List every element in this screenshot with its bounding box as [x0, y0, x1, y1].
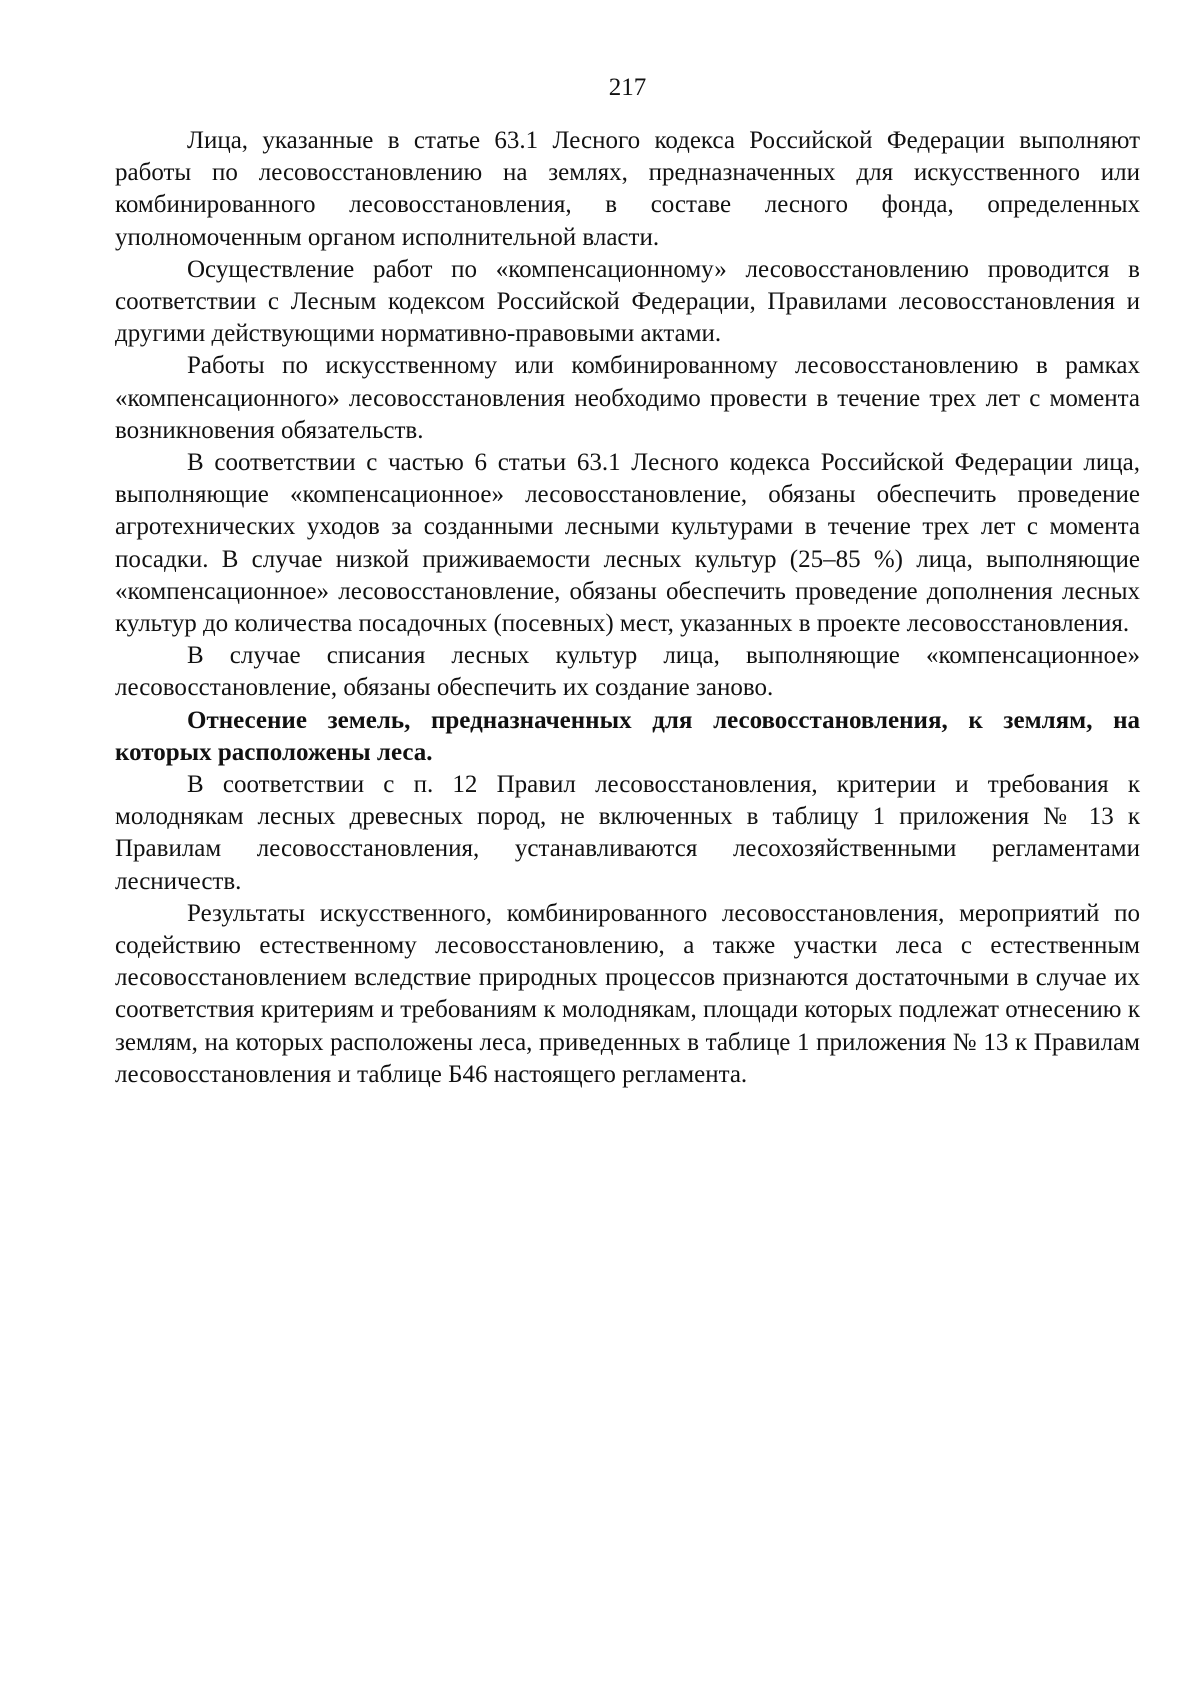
section-heading: Отнесение земель, предназначенных для лесовосстановления, к землям, на которых расположены леса.	[115, 706, 1140, 766]
page-number: 217	[608, 74, 647, 101]
paragraph-results-sufficient: Результаты искусственного, комбинированного лесовосстановления, мероприятий по содействию естественному лесовосстановлению, а также участки леса с естественным лесовосстановлением вследствие природных процессов признаются достаточными в случае их соответствия критериям и требованиям к молоднякам, площади которых подлежат отнесению к землям, на которых расположены леса, приведенных в таблице 1 приложения № 13 к Правилам лесовосстановления и таблице Б46 настоящего регламента.	[115, 899, 1140, 1088]
paragraph-agrotechnical-care: В соответствии с частью 6 статьи 63.1 Лесного кодекса Российской Федерации лица, выполняющие «компенсационное» лесовосстановление, обязаны обеспечить проведение агротехнических уходов за созданными лесными культурами в течение трех лет с момента посадки. В случае низкой приживаемости лесных культур (25–85 %) лица, выполняющие «компенсационное» лесовосстановление, обязаны обеспечить проведение дополнения лесных культур до количества посадочных (посевных) мест, указанных в проекте лесовосстановления.	[115, 449, 1140, 638]
paragraph-criteria-rules-12: В соответствии с п. 12 Правил лесовосстановления, критерии и требования к молоднякам лесных древесных пород, не включенных в таблицу 1 приложения № 13 к Правилам лесовосстановления, устанавливаются лесохозяйственными регламентами лесничеств.	[115, 771, 1140, 895]
paragraph-compensatory-works: Осуществление работ по «компенсационному» лесовосстановлению проводится в соответствии с Лесным кодексом Российской Федерации, Правилами лесовосстановления и другими действующими нормативно-правовыми актами.	[115, 255, 1140, 348]
document-page	[115, 0, 1140, 1091]
paragraph-article-63-1-persons: Лица, указанные в статье 63.1 Лесного кодекса Российской Федерации выполняют работы по лесовосстановлению на землях, предназначенных для искусственного или комбинированного лесовосстановления, в составе лесного фонда, определенных уполномоченным органом исполнительной власти.	[115, 127, 1140, 251]
paragraph-write-off-recreation: В случае списания лесных культур лица, выполняющие «компенсационное» лесовосстановление, обязаны обеспечить их создание заново.	[115, 642, 1140, 702]
paragraph-three-year-term: Работы по искусственному или комбинированному лесовосстановлению в рамках «компенсационного» лесовосстановления необходимо провести в течение трех лет с момента возникновения обязательств.	[115, 352, 1140, 444]
